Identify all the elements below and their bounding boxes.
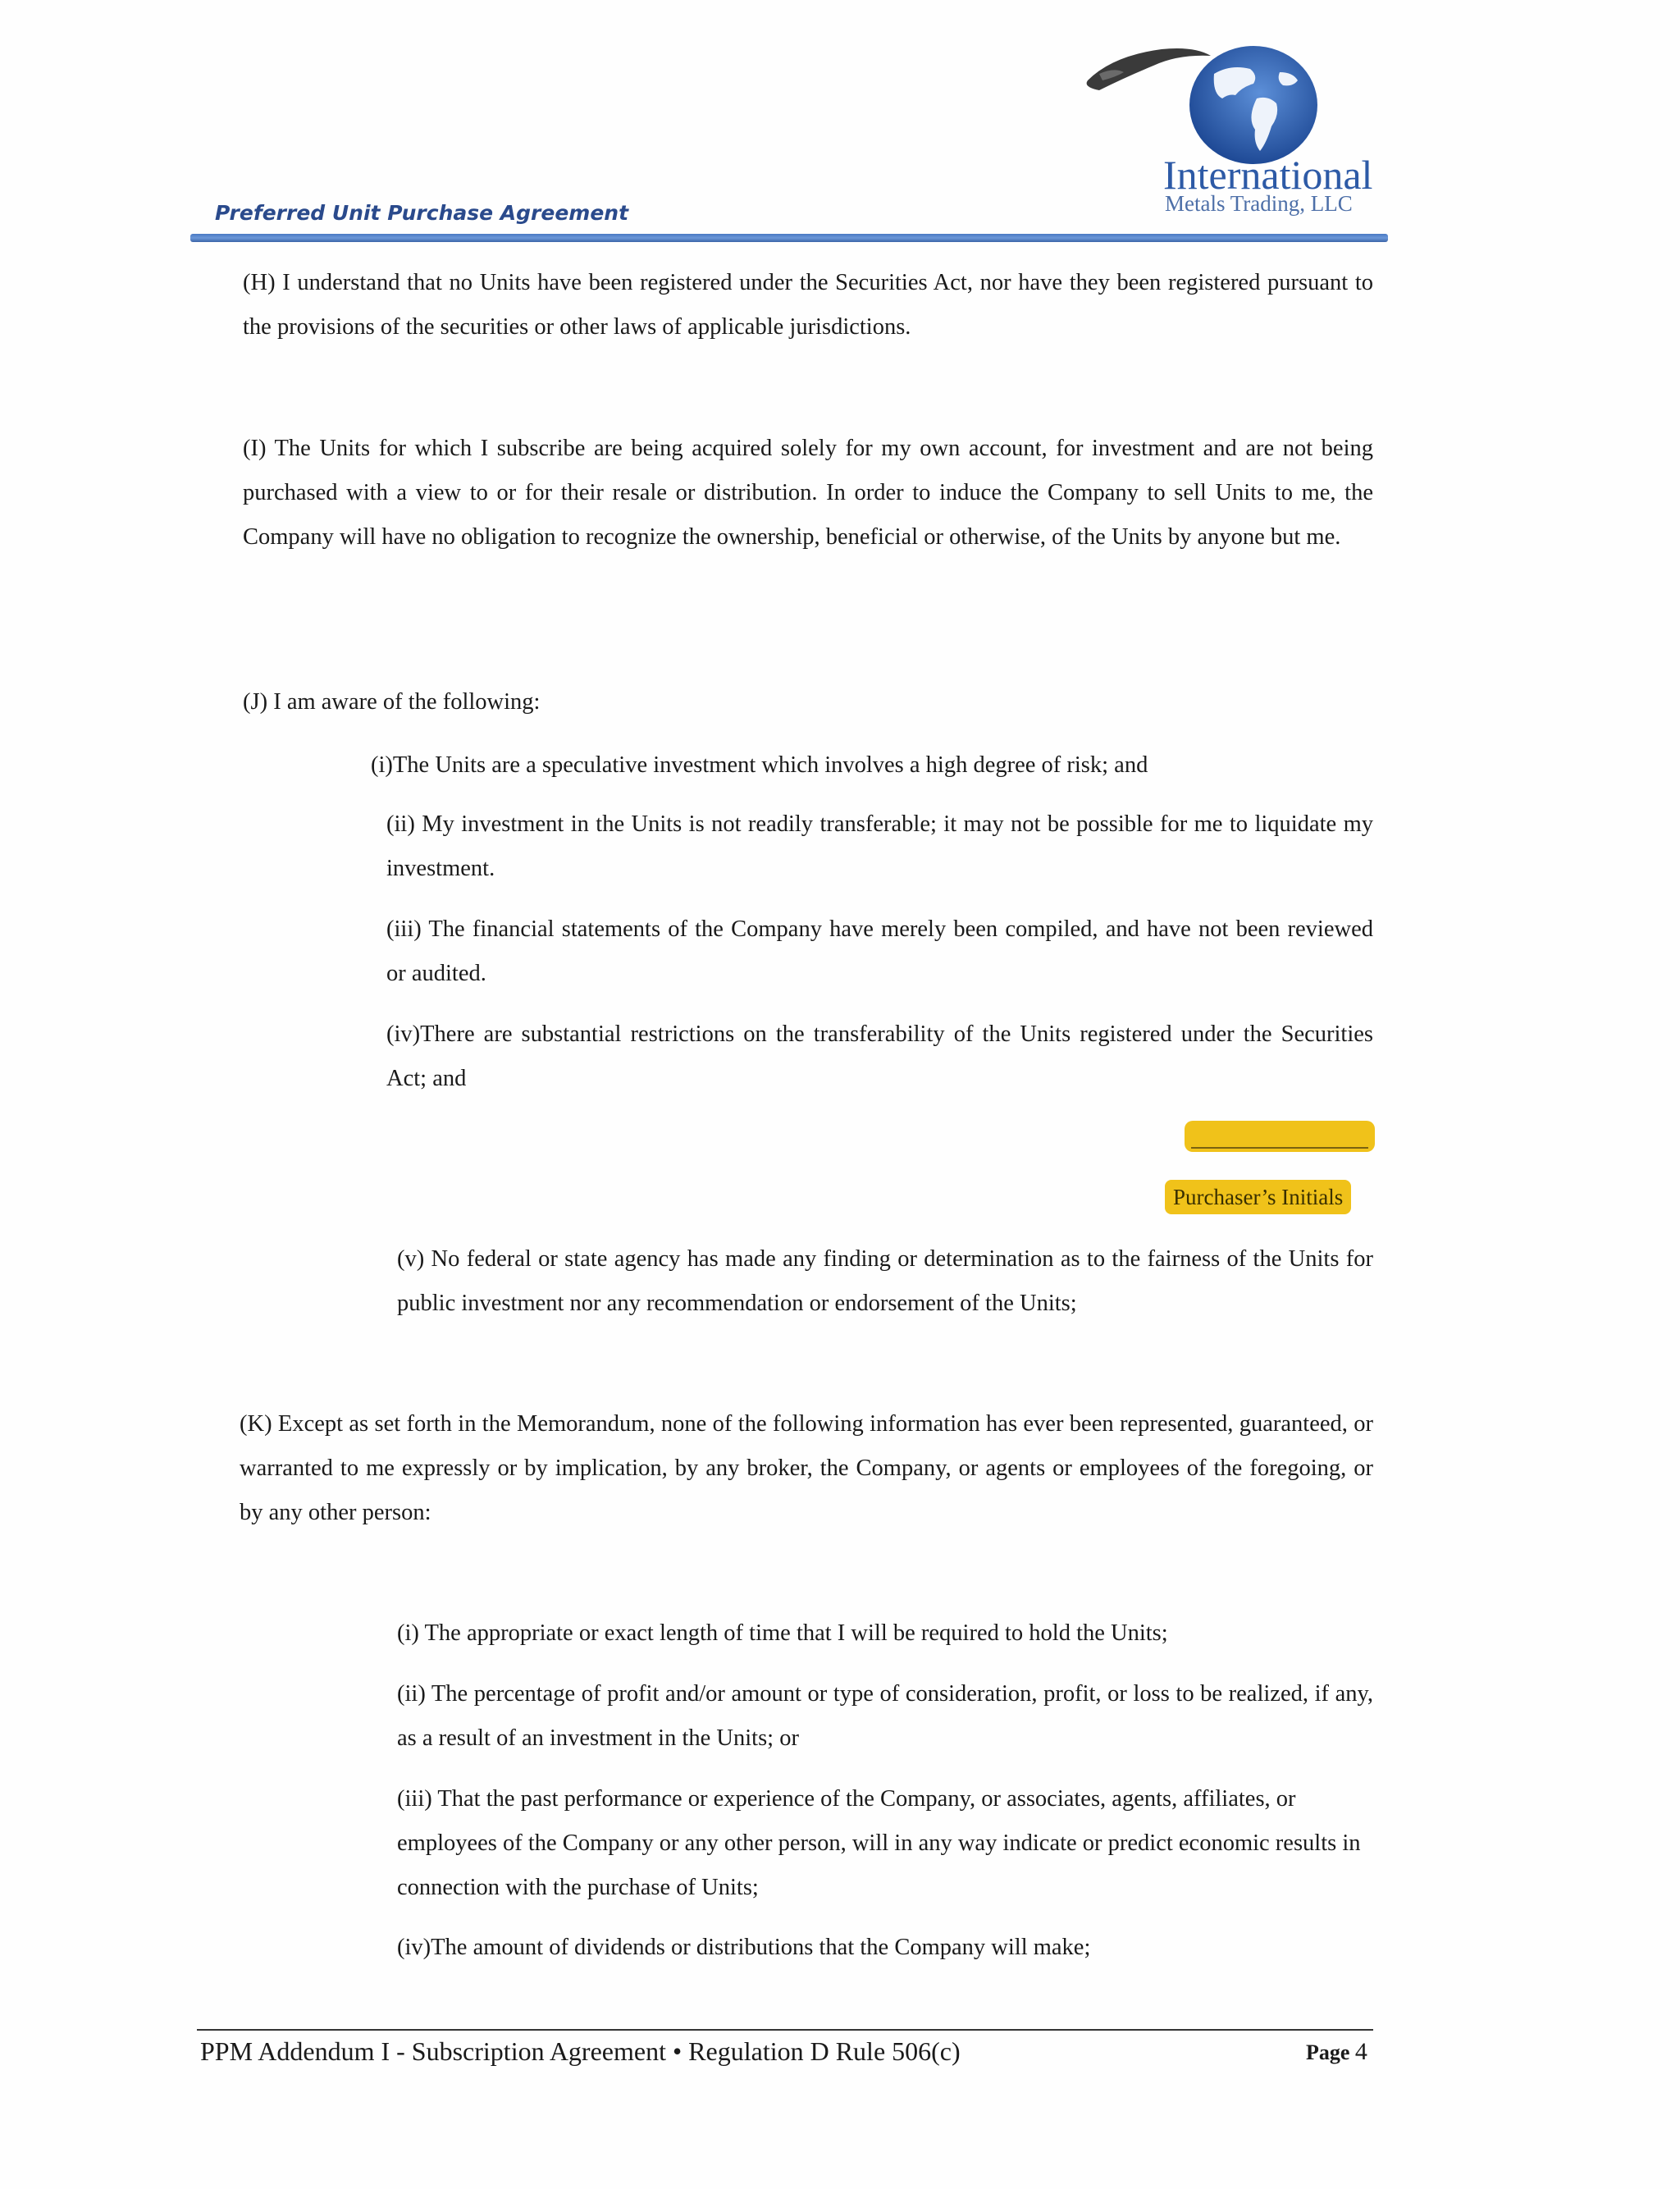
footer-document-title: PPM Addendum I - Subscription Agreement • Regulation D Rule 506(c) [200, 2036, 961, 2066]
header-title: Preferred Unit Purchase Agreement [215, 201, 629, 225]
paragraph-j-iv: (iv)There are substantial restrictions on the transferability of the Units registered under the Securities Act; and [386, 1021, 1373, 1091]
paragraph-j-ii: (ii) My investment in the Units is not readily transferable; it may not be possible for me to liquidate my investment. [386, 811, 1373, 881]
paragraph-k-iv: (iv)The amount of dividends or distributions that the Company will make; [397, 1935, 1091, 1960]
paragraph-h: (H) I understand that no Units have been registered under the Securities Act, nor have they been registered pursuant to the provisions of the securities or other laws of applicable jurisdictions. [243, 270, 1373, 340]
logo-text-sub: Metals Trading, LLC [1165, 191, 1353, 216]
header-rule [190, 234, 1388, 242]
paragraph-i: (I) The Units for which I subscribe are being acquired solely for my own account, for investment and are not being purchased with a view to or for their resale or distribution. In order to induce the Company to sell Units to me, the Company will have no obligation to recognize the ownership, beneficial or otherwise, of the Units by anyone but me. [243, 436, 1373, 550]
paragraph-k-iii: (iii) That the past performance or experience of the Company, or associates, agents, affiliates, or employees of the Company or any other person, will in any way indicate or predict economic results in connection with the purchase of Units; [397, 1786, 1361, 1900]
logo-text-main: International [1163, 152, 1373, 198]
paragraph-k-i: (i) The appropriate or exact length of time that I will be required to hold the Units; [397, 1620, 1168, 1646]
paragraph-j-v: (v) No federal or state agency has made any finding or determination as to the fairness of the Units for public investment nor any recommendation or endorsement of the Units; [397, 1246, 1373, 1316]
paragraph-k-ii: (ii) The percentage of profit and/or amount or type of consideration, profit, or loss to be realized, if any, as a result of an investment in the Units; or [397, 1681, 1373, 1751]
paragraph-j: (J) I am aware of the following: [243, 689, 541, 715]
paragraph-j-iii: (iii) The financial statements of the Company have merely been compiled, and have not been reviewed or audited. [386, 916, 1373, 986]
page-number [1306, 2038, 1367, 2066]
paragraph-k: (K) Except as set forth in the Memorandum, none of the following information has ever been represented, guaranteed, or warranted to me expressly or by implication, by any broker, the Company, or agents or employees of the foregoing, or by any other person: [240, 1411, 1373, 1525]
footer-rule [197, 2029, 1373, 2031]
initials-label: Purchaser’s Initials [1165, 1180, 1351, 1214]
initials-signature-line [1191, 1147, 1368, 1149]
paragraph-j-i: (i)The Units are a speculative investment which involves a high degree of risk; and [371, 752, 1148, 778]
page-label: Page [1306, 2040, 1350, 2064]
page-number-value: 4 [1354, 2038, 1367, 2065]
